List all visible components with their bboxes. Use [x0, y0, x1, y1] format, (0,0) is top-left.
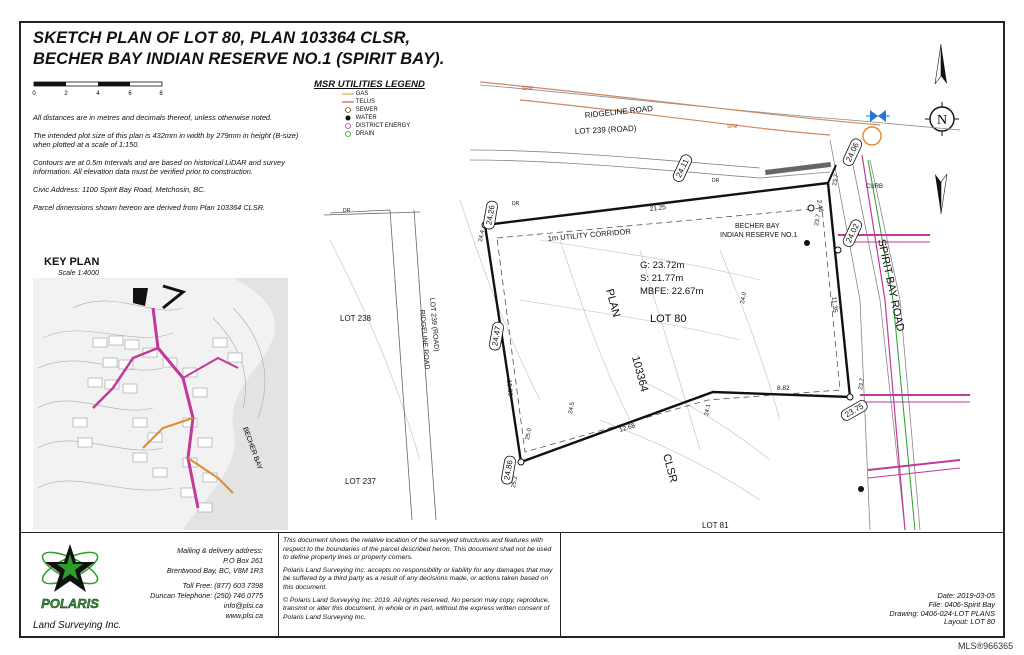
title-block-drawing: Drawing: 0406-024-LOT PLANS [889, 608, 995, 618]
footer-divider-v2 [560, 532, 561, 636]
dim-ne-short: 2.46 [815, 199, 825, 213]
title-block [840, 592, 995, 627]
contact-website: www.plsi.ca [225, 611, 263, 620]
elev-24-4: 24.4 [478, 229, 486, 243]
label-grade-g: G: 23.72m [640, 260, 685, 271]
legend-title: MSR UTILITIES LEGEND [314, 79, 425, 90]
note-units: All distances are in metres and decimals thereof, unless otherwise noted. [33, 113, 273, 122]
elev-23-7-b: 23.7 [832, 173, 840, 187]
legend-item-water: WATER [342, 114, 450, 122]
elev-24-47: 24.47 [490, 325, 503, 347]
label-lot-237: LOT 237 [345, 477, 376, 486]
legend-item-district-energy: DISTRICT ENERGY [342, 122, 450, 130]
label-lot-80: LOT 80 [650, 313, 687, 325]
title-block-date: Date: 2019-03-05 [937, 591, 995, 600]
label-plan: PLAN [603, 287, 623, 319]
contact-city: Brentwood Bay, BC, V8M 1R3 [166, 566, 263, 575]
general-notes [33, 113, 318, 220]
title-block-file: File: 0406-Spirit Bay [928, 599, 995, 609]
site-plan [300, 70, 990, 530]
label-mbfe: MBFE: 22.67m [640, 286, 704, 297]
key-plan-scale: Scale 1:4000 [58, 270, 99, 277]
note-plot-size: The intended plot size of this plan is 432mm in width by 279mm in height (B-size) when plotted at a scale of 1:150. [33, 130, 299, 150]
elev-23-7-a: 23.7 [814, 213, 822, 227]
disclaimer-relative-location: This document shows the relative location of the surveyed structures and features with respect to the boundaries of the parcel described heron. This document shall not be used to define property lines or property corners. [283, 537, 552, 562]
disclaimer-liability: Polaris Land Surveying Inc. accepts no responsibility or liability for any damages that may be suffered by a third party as a result of any decisions made, or actions taken based on this document. [283, 566, 553, 591]
key-plan-heading [44, 256, 99, 280]
label-dr-2: DR [512, 201, 520, 207]
contact-telephone: Duncan Telephone: (250) 746 0775 [150, 591, 263, 600]
contact-po-box: P.O Box 261 [223, 556, 263, 565]
note-parcel-dimensions: Parcel dimensions shown hereon are derived from Plan 103364 CLSR. [33, 202, 266, 212]
label-lot-239-left: LOT 239 (ROAD) [428, 297, 440, 352]
elev-24-0: 24.0 [740, 291, 748, 305]
scale-bar [33, 80, 163, 102]
company-name: Land Surveying Inc. [33, 620, 122, 631]
elev-23-7-c: 23.7 [858, 377, 866, 391]
plan-title-line1: SKETCH PLAN OF LOT 80, PLAN 103364 CLSR, [33, 29, 411, 47]
scale-tick-8: 8 [159, 91, 163, 97]
plan-title-line2: BECHER BAY INDIAN RESERVE NO.1 (SPIRIT BAY). [33, 50, 445, 68]
legend-item-gas: GAS [355, 91, 369, 97]
legend-item-drain: DRAIN [342, 130, 450, 138]
elev-23-75: 23.75 [843, 401, 866, 420]
dim-left: 15.39 [505, 379, 514, 397]
key-plan-becher-bay: BECHER BAY [241, 426, 263, 471]
label-spirit-bay-road: SPIRIT BAY ROAD [875, 238, 907, 333]
disclaimer [283, 537, 553, 626]
disclaimer-copyright: © Polaris Land Surveying Inc. 2019. All rights reserved. No person may copy, reproduce, transmit or alter this document, in whole or in part, without the express written consent of Polaris Land Surveying Inc. [283, 596, 550, 621]
plan-title [33, 28, 444, 70]
polaris-logo [34, 540, 124, 610]
legend-item-telus: TELUS [355, 99, 376, 105]
label-utility-corridor: 1m UTILITY CORRIDOR [547, 226, 632, 243]
scale-tick-2: 2 [64, 91, 68, 97]
dim-top: 21.25 [649, 204, 667, 213]
key-plan-map [33, 278, 288, 530]
label-becher-bay: BECHER BAY [735, 223, 780, 230]
label-indian-reserve: INDIAN RESERVE NO.1 [720, 232, 798, 239]
elev-25-2: 25.2 [511, 475, 519, 489]
contact-toll-free: Toll Free: (877) 603 7398 [182, 581, 263, 590]
elev-24-1: 24.1 [704, 403, 712, 417]
footer-divider-v1 [278, 532, 279, 636]
dim-bottom-left: 12.68 [618, 422, 637, 434]
footer-divider [21, 532, 1003, 533]
scale-tick-6: 6 [128, 91, 132, 97]
label-lot-81: LOT 81 [702, 521, 729, 530]
label-grade-s: S: 21.77m [640, 273, 684, 284]
label-sfm-2: SFM [727, 124, 738, 130]
label-sfm-1: SFM [522, 86, 533, 92]
north-label: N [936, 113, 948, 128]
note-civic-address: Civic Address: 1100 Spirit Bay Road, Metchosin, BC. [33, 184, 206, 194]
key-plan-title: KEY PLAN [44, 256, 100, 268]
label-ridgeline-road-left: RIDGELINE ROAD [418, 309, 431, 370]
title-block-layout: Layout: LOT 80 [944, 617, 995, 627]
logo-word: POLARIS [41, 596, 99, 611]
contact-info [115, 546, 263, 621]
scale-tick-0: 0 [32, 91, 36, 97]
label-plan-number: 103364 [629, 354, 651, 394]
label-dr-1: DR [343, 208, 351, 214]
elev-24-06: 24.06 [844, 141, 861, 164]
label-dr-3: DR [712, 178, 720, 184]
mls-watermark: MLS®966365 [958, 641, 1014, 651]
elev-25-0: 25.0 [525, 427, 533, 441]
note-contours: Contours are at 0.5m Intervals and are based on historical LiDAR and survey information. All elevation data must be verified prior to construction. [33, 157, 285, 177]
dim-right: 11.35 [830, 296, 839, 313]
elev-24-02: 24.02 [844, 222, 861, 245]
label-lot-238: LOT 238 [340, 314, 371, 323]
elev-24-86: 24.86 [502, 459, 515, 481]
elev-24-5: 24.5 [568, 401, 576, 415]
label-lot-239-top: LOT 239 (ROAD) [574, 123, 637, 136]
label-ridgeline-road-top: RIDGELINE ROAD [584, 103, 654, 120]
contact-email: info@plsi.ca [223, 601, 263, 610]
contact-mailing-label: Mailing & delivery address: [177, 546, 263, 555]
legend-item-sewer: SEWER [342, 106, 450, 114]
elev-24-11: 24.11 [674, 157, 691, 179]
label-curb: CURB [866, 184, 884, 190]
label-clsr: CLSR [660, 452, 680, 485]
scale-tick-4: 4 [96, 91, 100, 97]
elev-24-26: 24.26 [484, 204, 497, 226]
dim-bottom-right: 8.82 [777, 385, 790, 392]
